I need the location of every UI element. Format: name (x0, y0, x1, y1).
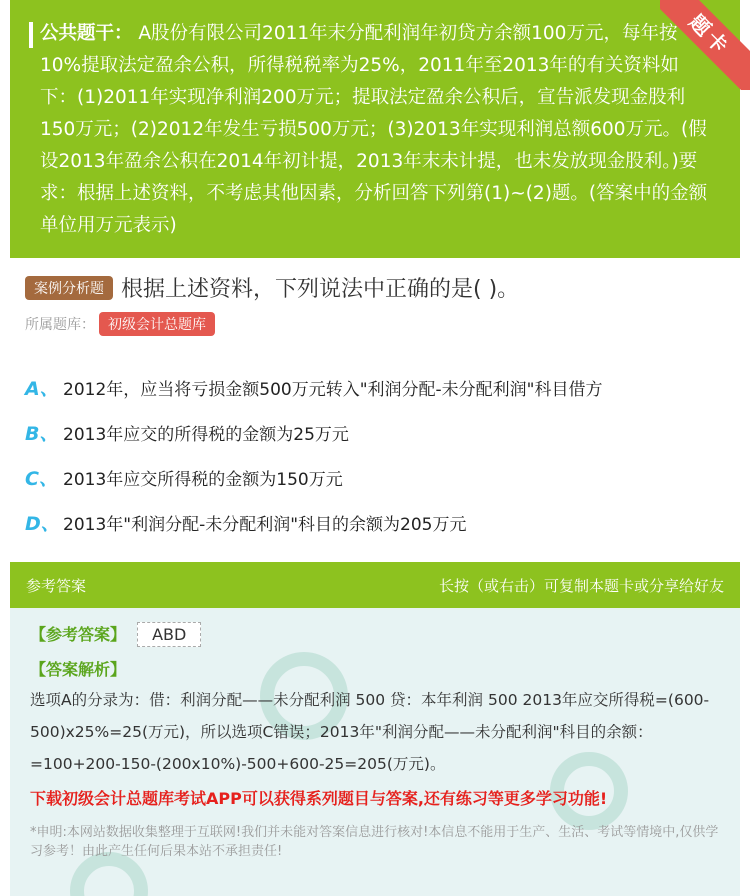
explanation-label: 【答案解析】 (30, 660, 127, 679)
option-letter: B、 (25, 423, 59, 445)
option-text: 2013年应交所得税的金额为150万元 (63, 470, 343, 490)
answer-panel (10, 562, 740, 896)
option-text: 2012年，应当将亏损金额500万元转入"利润分配-未分配利润"科目借方 (63, 380, 603, 400)
question-stem (10, 0, 740, 258)
ribbon-label: 题卡 (660, 0, 750, 90)
question-line (25, 272, 519, 303)
answer-header-left: 参考答案 (26, 576, 87, 595)
app-promo-link[interactable]: 下载初级会计总题库考试APP可以获得系列题目与答案,还有练习等更多学习功能! (30, 789, 608, 808)
disclaimer-text: *申明:本网站数据收集整理于互联网!我们并未能对答案信息进行核对!本信息不能用于生产、生活、考试等情境中,仅供学习参考！由此产生任何后果本站不承担责任! (30, 825, 719, 859)
explanation-text: 选项A的分录为：借：利润分配——未分配利润 500 贷：本年利润 500 2013年应交所得税=(600-500)x25%=25(万元)，所以选项C错误；2013年"利润分配——未分配利润"科目的余额：=100+200-150-(200x10%)-500+600-25=205(万元)。 (30, 691, 710, 773)
corner-ribbon (660, 0, 750, 90)
option-a[interactable] (25, 365, 602, 410)
reference-answer-value: ABD (137, 622, 201, 647)
option-d[interactable] (25, 500, 602, 545)
stem-accent-bar (29, 22, 33, 48)
reference-answer-label: 【参考答案】 (30, 625, 127, 644)
option-letter: C、 (25, 468, 58, 490)
option-text: 2013年"利润分配-未分配利润"科目的余额为205万元 (63, 515, 467, 535)
stem-text: A股份有限公司2011年末分配利润年初贷方余额100万元，每年按10%提取法定盈余公积，所得税税率为25%，2011年至2013年的有关资料如下：(1)2011年实现净利润200万元；提取法定盈余公积后，宣告派发现金股利150万元；(2)2012年发生亏损500万元；(3)2013年实现利润总额600万元。(假设2013年盈余公积在2014年初计提，2013年末未计提，也未发放现金股利。)要求：根据上述资料，不考虑其他因素，分析回答下列第(1)~(2)题。(答案中的金额单位用万元表示) (40, 23, 708, 236)
question-bank-line (25, 312, 215, 336)
option-text: 2013年应交的所得税的金额为25万元 (63, 425, 349, 445)
option-letter: D、 (25, 513, 60, 535)
question-type-tag: 案例分析题 (25, 276, 113, 300)
reference-answer-row (30, 622, 720, 647)
question-text: 根据上述资料，下列说法中正确的是( )。 (121, 277, 520, 302)
bank-tag[interactable]: 初级会计总题库 (99, 312, 215, 336)
answer-header-right[interactable]: 长按（或右击）可复制本题卡或分享给好友 (438, 576, 724, 595)
option-c[interactable] (25, 455, 602, 500)
bank-label: 所属题库： (25, 317, 95, 333)
option-letter: A、 (25, 378, 59, 400)
option-b[interactable] (25, 410, 602, 455)
answer-body (10, 608, 740, 861)
stem-label: 公共题干： (40, 23, 133, 44)
answer-header (10, 562, 740, 608)
options-list (25, 365, 602, 545)
